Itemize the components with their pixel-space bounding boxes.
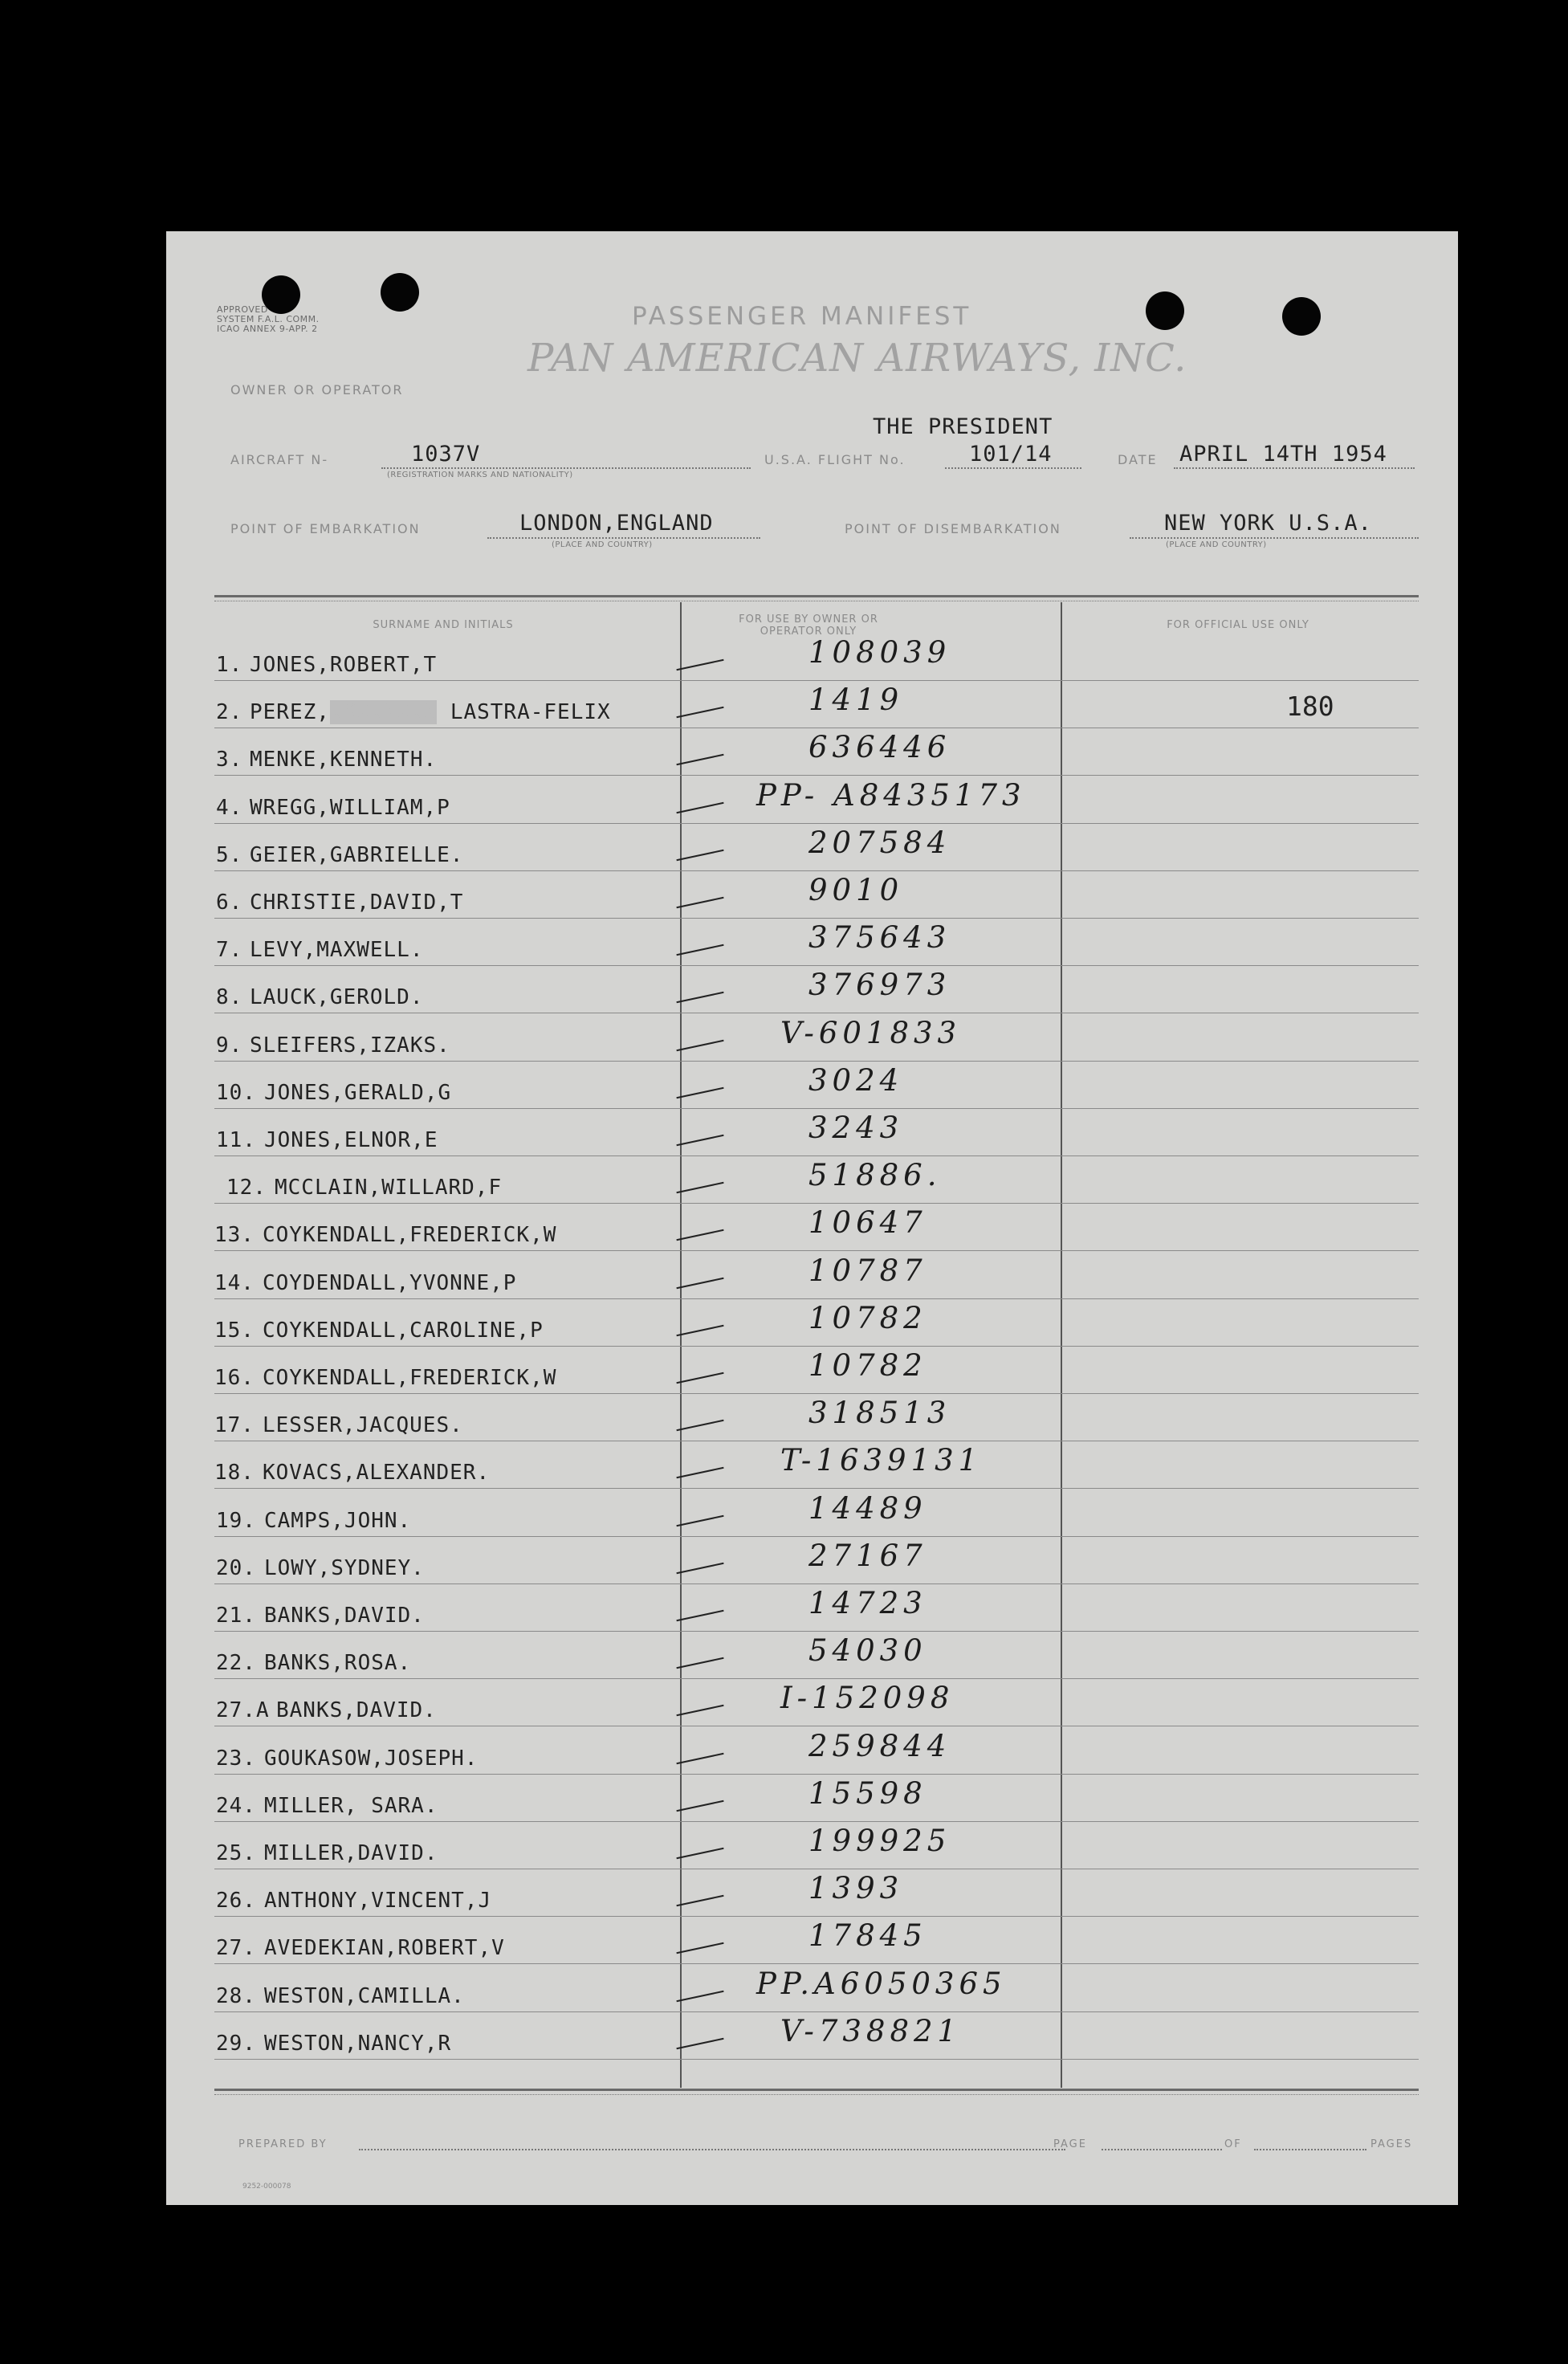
- row-number: 3.: [216, 748, 243, 772]
- embark-line: [487, 537, 760, 539]
- passenger-name: [250, 1033, 450, 1058]
- row-number: 5.: [216, 843, 243, 867]
- handwritten-reference: PP- A8435173: [756, 778, 1026, 813]
- check-mark: [676, 1657, 723, 1669]
- date-label: DATE: [1118, 452, 1158, 467]
- check-mark: [676, 1610, 723, 1621]
- check-mark: [676, 1372, 723, 1384]
- passenger-name: [250, 796, 450, 820]
- passenger-surname: CAMPS,JOHN.: [264, 1509, 412, 1533]
- row-number: 12.: [226, 1176, 267, 1200]
- passenger-name: [263, 1223, 556, 1247]
- row-number: 19.: [216, 1509, 256, 1533]
- passenger-surname: WREGG,WILLIAM,P: [250, 796, 450, 820]
- table-row: [166, 1017, 1458, 1064]
- handwritten-reference: 10787: [808, 1253, 927, 1288]
- row-rule: [214, 1774, 1419, 1775]
- check-mark: [676, 944, 723, 956]
- prepared-line: [359, 2149, 1065, 2150]
- table-row: [166, 969, 1458, 1016]
- passenger-name: [264, 1936, 505, 1960]
- passenger-surname: JONES,ELNOR,E: [264, 1128, 438, 1152]
- redacted-name: XXXXXXXX: [329, 700, 438, 724]
- passenger-name-rest: LASTRA-FELIX: [450, 700, 611, 724]
- table-row: [166, 732, 1458, 778]
- handwritten-reference: T-1639131: [780, 1443, 983, 1478]
- passenger-surname: ANTHONY,VINCENT,J: [264, 1889, 492, 1913]
- table-row: [166, 1920, 1458, 1967]
- handwritten-reference: V-738821: [780, 2014, 962, 2048]
- passenger-name: [250, 700, 611, 724]
- passenger-name: [263, 1319, 544, 1343]
- row-number: 15.: [214, 1319, 255, 1343]
- disembark-value: NEW YORK U.S.A.: [1164, 511, 1372, 536]
- table-top-rule: [214, 595, 1419, 597]
- passenger-surname: SLEIFERS,IZAKS.: [250, 1033, 450, 1058]
- row-rule: [214, 1916, 1419, 1917]
- passenger-name: [264, 1604, 425, 1628]
- table-row: [166, 827, 1458, 874]
- row-number: 6.: [216, 891, 243, 915]
- handwritten-reference: V-601833: [780, 1016, 962, 1050]
- disembark-sub: (PLACE AND COUNTRY): [1166, 540, 1267, 549]
- row-number: 23.: [216, 1747, 256, 1771]
- passenger-name: [250, 653, 437, 677]
- passenger-surname: MENKE,KENNETH.: [250, 748, 438, 772]
- date-line: [1174, 467, 1415, 469]
- check-mark: [676, 802, 723, 813]
- passenger-surname: LESSER,JACQUES.: [263, 1413, 463, 1437]
- row-rule: [214, 2059, 1419, 2060]
- check-mark: [676, 2038, 723, 2049]
- passenger-surname: MCCLAIN,WILLARD,F: [275, 1176, 503, 1200]
- table-bottom-rule: [214, 2089, 1419, 2091]
- of-label: OF: [1224, 2138, 1242, 2150]
- flight-value: 101/14: [969, 442, 1053, 467]
- row-number: 4.: [216, 796, 243, 820]
- col2-header: FOR USE BY OWNER OR OPERATOR ONLY: [739, 613, 878, 638]
- airline-name: PAN AMERICAN AIRWAYS, INC.: [527, 336, 1187, 381]
- check-mark: [676, 1942, 723, 1954]
- row-number: 2.: [216, 700, 243, 724]
- table-row: [166, 1302, 1458, 1349]
- row-number: 17.: [214, 1413, 255, 1437]
- passenger-surname: MILLER, SARA.: [264, 1794, 438, 1818]
- table-row: [166, 1255, 1458, 1302]
- table-row: [166, 1350, 1458, 1396]
- passenger-name: [250, 938, 424, 962]
- passenger-name: [264, 1556, 425, 1580]
- table-row: [166, 1540, 1458, 1587]
- handwritten-reference: 207584: [808, 825, 951, 860]
- passenger-surname: GEIER,GABRIELLE.: [250, 843, 464, 867]
- row-number: 14.: [214, 1271, 255, 1295]
- passenger-name: [263, 1413, 463, 1437]
- row-number: 16.: [214, 1366, 255, 1390]
- passenger-surname: PEREZ,: [250, 700, 330, 724]
- handwritten-reference: 376973: [808, 968, 951, 1002]
- passenger-name: [264, 1984, 465, 2008]
- check-mark: [676, 1135, 723, 1146]
- embark-label: POINT OF EMBARKATION: [230, 521, 421, 536]
- handwritten-reference: 318513: [808, 1396, 951, 1430]
- handwritten-reference: 9010: [808, 873, 904, 907]
- passenger-name: [276, 1698, 437, 1722]
- passenger-name: [264, 1794, 438, 1818]
- table-row: [166, 1493, 1458, 1539]
- row-rule: [214, 1250, 1419, 1251]
- check-mark: [676, 1420, 723, 1431]
- handwritten-reference: 3243: [808, 1111, 904, 1145]
- row-rule: [214, 823, 1419, 824]
- pages-label: PAGES: [1370, 2138, 1413, 2150]
- check-mark: [676, 659, 723, 670]
- row-number: 18.: [214, 1461, 255, 1485]
- handwritten-reference: 1419: [808, 683, 904, 717]
- passenger-surname: KOVACS,ALEXANDER.: [263, 1461, 491, 1485]
- check-mark: [676, 1182, 723, 1193]
- passenger-name: [264, 1128, 438, 1152]
- passenger-surname: LAUCK,GEROLD.: [250, 985, 424, 1009]
- row-rule: [214, 1821, 1419, 1822]
- prepared-label: PREPARED BY: [238, 2138, 328, 2150]
- handwritten-reference: 1393: [808, 1871, 904, 1905]
- handwritten-reference: 14723: [808, 1586, 927, 1620]
- passenger-surname: AVEDEKIAN,ROBERT,V: [264, 1936, 505, 1960]
- of-line: [1254, 2149, 1366, 2150]
- check-mark: [676, 1515, 723, 1526]
- passenger-surname: WESTON,NANCY,R: [264, 2032, 452, 2056]
- check-mark: [676, 1705, 723, 1716]
- table-row: [166, 1635, 1458, 1681]
- passenger-name: [264, 1509, 411, 1533]
- table-row: [166, 1778, 1458, 1824]
- row-rule: [214, 1203, 1419, 1204]
- check-mark: [676, 1895, 723, 1906]
- table-row: [166, 1065, 1458, 1111]
- passenger-surname: JONES,GERALD,G: [264, 1081, 452, 1105]
- disembark-label: POINT OF DISEMBARKATION: [845, 521, 1061, 536]
- table-bottom-rule: [214, 2094, 1419, 2095]
- check-mark: [676, 992, 723, 1003]
- passenger-surname: CHRISTIE,DAVID,T: [250, 891, 464, 915]
- table-row: [166, 1397, 1458, 1444]
- official-use-value: 180: [1286, 691, 1334, 722]
- passenger-surname: BANKS,DAVID.: [264, 1604, 425, 1628]
- row-number: 29.: [216, 2032, 256, 2056]
- table-row: [166, 780, 1458, 826]
- approval-line: ICAO ANNEX 9-APP. 2: [217, 324, 318, 334]
- row-rule: [214, 918, 1419, 919]
- punch-hole: [1146, 291, 1184, 330]
- row-number: 27.: [216, 1936, 256, 1960]
- passenger-name: [264, 2032, 451, 2056]
- row-rule: [214, 965, 1419, 966]
- row-rule: [214, 1346, 1419, 1347]
- aircraft-line: [381, 467, 751, 469]
- punch-hole: [381, 273, 419, 312]
- handwritten-reference: 10782: [808, 1348, 927, 1383]
- table-row: [166, 1207, 1458, 1253]
- row-number: 20.: [216, 1556, 256, 1580]
- passenger-name: [263, 1461, 490, 1485]
- passenger-name: [264, 1747, 478, 1771]
- check-mark: [676, 1229, 723, 1241]
- form-number: 9252-000078: [242, 2183, 291, 2191]
- date-value: APRIL 14TH 1954: [1179, 442, 1387, 467]
- handwritten-reference: 17845: [808, 1918, 927, 1953]
- manifest-sheet: [166, 231, 1458, 2205]
- check-mark: [676, 850, 723, 861]
- row-rule: [214, 680, 1419, 681]
- table-row: [166, 1160, 1458, 1206]
- passenger-name: [264, 1651, 411, 1675]
- row-number: 25.: [216, 1841, 256, 1865]
- row-number: 11.: [216, 1128, 256, 1152]
- form-title: PASSENGER MANIFEST: [632, 302, 972, 331]
- passenger-surname: BANKS,ROSA.: [264, 1651, 412, 1675]
- embark-value: LONDON,ENGLAND: [519, 511, 714, 536]
- check-mark: [676, 1991, 723, 2002]
- disembark-line: [1130, 537, 1419, 539]
- flight-label: U.S.A. FLIGHT No.: [764, 452, 906, 467]
- row-number: 22.: [216, 1651, 256, 1675]
- check-mark: [676, 1040, 723, 1051]
- passenger-surname: BANKS,DAVID.: [276, 1698, 437, 1722]
- table-row: [166, 1112, 1458, 1159]
- table-row: [166, 2016, 1458, 2062]
- table-row: [166, 922, 1458, 968]
- row-number: 10.: [216, 1081, 256, 1105]
- row-rule: [214, 2011, 1419, 2012]
- col3-header: FOR OFFICIAL USE ONLY: [1167, 619, 1309, 631]
- aircraft-value: 1037V: [411, 442, 481, 467]
- flight-name: THE PRESIDENT: [873, 414, 1053, 439]
- passenger-surname: MILLER,DAVID.: [264, 1841, 438, 1865]
- table-row: [166, 874, 1458, 921]
- handwritten-reference: 199925: [808, 1824, 951, 1858]
- handwritten-reference: 108039: [808, 635, 951, 670]
- passenger-name: [250, 985, 424, 1009]
- check-mark: [676, 707, 723, 718]
- check-mark: [676, 754, 723, 765]
- handwritten-reference: I-152098: [780, 1681, 955, 1715]
- table-row: [166, 1968, 1458, 2015]
- handwritten-reference: 3024: [808, 1063, 904, 1098]
- row-rule: [214, 1536, 1419, 1537]
- table-row: [166, 1445, 1458, 1491]
- check-mark: [676, 1278, 723, 1289]
- handwritten-reference: 14489: [808, 1491, 927, 1526]
- row-rule: [214, 775, 1419, 776]
- handwritten-reference: 636446: [808, 730, 951, 764]
- page-label: PAGE: [1053, 2138, 1087, 2150]
- passenger-surname: COYKENDALL,FREDERICK,W: [263, 1366, 557, 1390]
- owner-label: OWNER OR OPERATOR: [230, 382, 404, 397]
- row-number: 27.A: [216, 1698, 270, 1722]
- approval-line: SYSTEM F.A.L. COMM.: [217, 314, 320, 324]
- check-mark: [676, 1800, 723, 1812]
- handwritten-reference: 10647: [808, 1205, 927, 1240]
- row-rule: [214, 1678, 1419, 1679]
- row-number: 8.: [216, 985, 243, 1009]
- table-row: [166, 637, 1458, 683]
- passenger-surname: JONES,ROBERT,T: [250, 653, 438, 677]
- row-rule: [214, 1963, 1419, 1964]
- handwritten-reference: 27167: [808, 1539, 927, 1573]
- row-number: 7.: [216, 938, 243, 962]
- check-mark: [676, 1087, 723, 1098]
- flight-line: [945, 467, 1081, 469]
- row-rule: [214, 1298, 1419, 1299]
- passenger-name: [263, 1366, 556, 1390]
- row-number: 24.: [216, 1794, 256, 1818]
- row-number: 9.: [216, 1033, 243, 1058]
- row-rule: [214, 1488, 1419, 1489]
- passenger-name: [263, 1271, 516, 1295]
- passenger-name: [275, 1176, 502, 1200]
- passenger-name: [250, 748, 437, 772]
- passenger-surname: COYKENDALL,FREDERICK,W: [263, 1223, 557, 1247]
- handwritten-reference: PP.A6050365: [756, 1967, 1007, 2001]
- table-row: [166, 684, 1458, 731]
- passenger-name: [250, 891, 463, 915]
- passenger-surname: LOWY,SYDNEY.: [264, 1556, 425, 1580]
- check-mark: [676, 1325, 723, 1336]
- table-row: [166, 1825, 1458, 1872]
- aircraft-label: AIRCRAFT N-: [230, 452, 329, 467]
- table-row: [166, 1873, 1458, 1919]
- row-rule: [214, 1108, 1419, 1109]
- row-number: 1.: [216, 653, 243, 677]
- row-number: 26.: [216, 1889, 256, 1913]
- col1-header: SURNAME AND INITIALS: [373, 619, 514, 631]
- passenger-surname: COYDENDALL,YVONNE,P: [263, 1271, 517, 1295]
- check-mark: [676, 1563, 723, 1574]
- embark-sub: (PLACE AND COUNTRY): [552, 540, 653, 549]
- page-line: [1102, 2149, 1222, 2150]
- handwritten-reference: 259844: [808, 1729, 951, 1763]
- check-mark: [676, 897, 723, 908]
- row-rule: [214, 1061, 1419, 1062]
- handwritten-reference: 15598: [808, 1776, 927, 1811]
- passenger-surname: COYKENDALL,CAROLINE,P: [263, 1319, 544, 1343]
- passenger-surname: LEVY,MAXWELL.: [250, 938, 424, 962]
- table-row: [166, 1588, 1458, 1634]
- aircraft-sub: (REGISTRATION MARKS AND NATIONALITY): [387, 471, 573, 479]
- approval-line: APPROVED: [217, 304, 268, 315]
- passenger-name: [264, 1841, 438, 1865]
- handwritten-reference: 10782: [808, 1301, 927, 1335]
- handwritten-reference: 51886.: [808, 1158, 942, 1192]
- handwritten-reference: 375643: [808, 920, 951, 955]
- row-rule: [214, 870, 1419, 871]
- row-number: 13.: [214, 1223, 255, 1247]
- passenger-name: [250, 843, 463, 867]
- row-number: 28.: [216, 1984, 256, 2008]
- passenger-name: [264, 1889, 491, 1913]
- check-mark: [676, 1467, 723, 1478]
- passenger-name: [264, 1081, 451, 1105]
- row-rule: [214, 1583, 1419, 1584]
- row-rule: [214, 1631, 1419, 1632]
- handwritten-reference: 54030: [808, 1633, 927, 1668]
- table-row: [166, 1682, 1458, 1729]
- row-rule: [214, 1393, 1419, 1394]
- check-mark: [676, 1848, 723, 1859]
- row-number: 21.: [216, 1604, 256, 1628]
- punch-hole: [1282, 297, 1321, 336]
- table-row: [166, 1730, 1458, 1777]
- passenger-surname: WESTON,CAMILLA.: [264, 1984, 465, 2008]
- check-mark: [676, 1753, 723, 1764]
- passenger-surname: GOUKASOW,JOSEPH.: [264, 1747, 479, 1771]
